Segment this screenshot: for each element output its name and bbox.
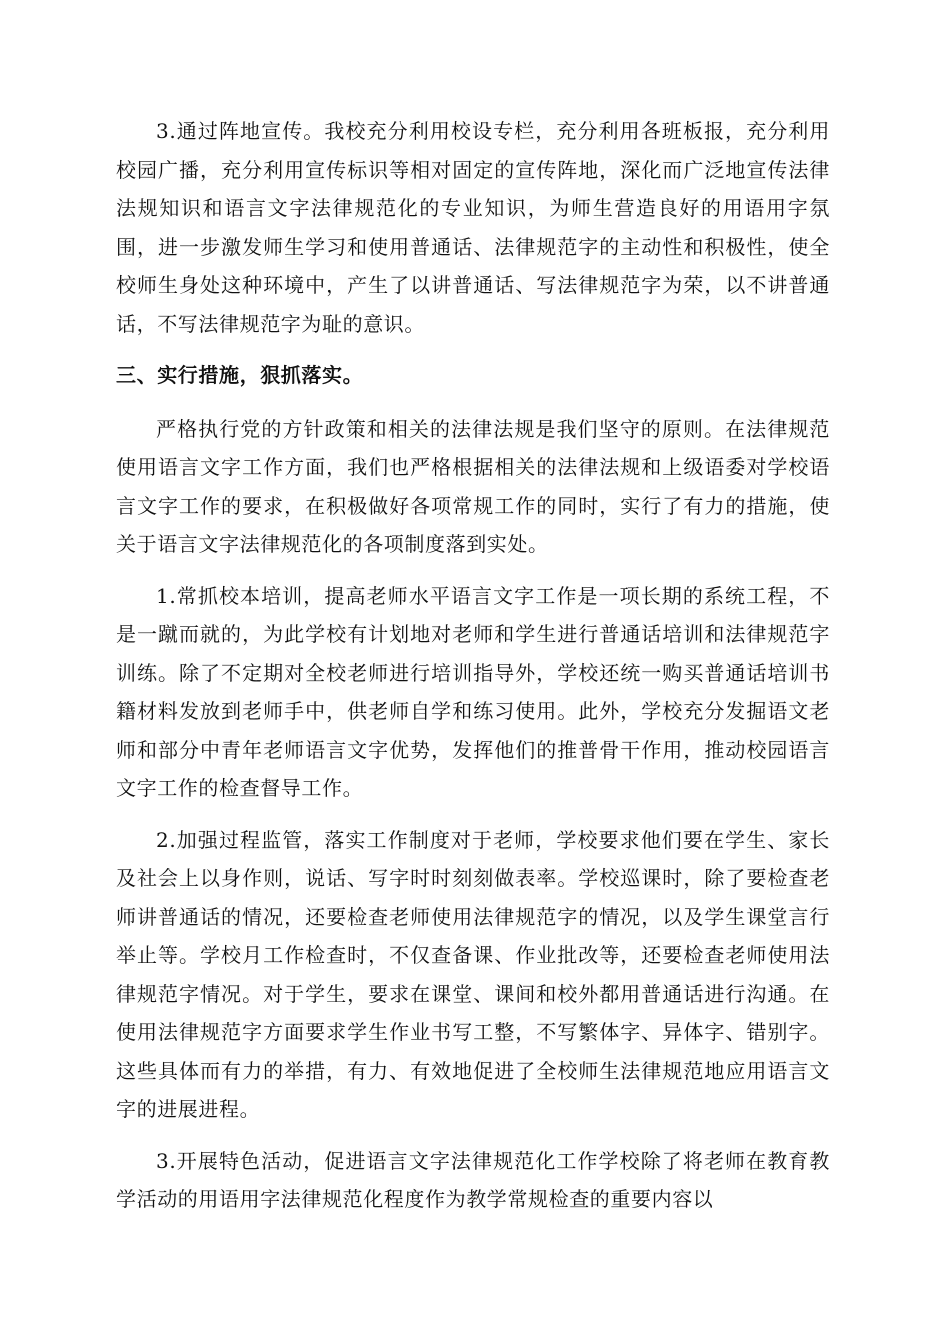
paragraph-teacher-training: 1.常抓校本培训，提高老师水平语言文字工作是一项长期的系统工程，不是一蹴而就的，为此学校有计划地对老师和学生进行普通话培训和法律规范字训练。除了不定期对全校老师进行培训指导外，学校还统一购买普通话培训书籍材料发放到老师手中，供老师自学和练习使用。此外，学校充分发掘语文老师和部分中青年老师语言文字优势，发挥他们的推普骨干作用，推动校园语言文字工作的检查督导工作。 (116, 583, 830, 800)
paragraph-process-supervision: 2.加强过程监管，落实工作制度对于老师，学校要求他们要在学生、家长及社会上以身作则，说话、写字时时刻刻做表率。学校巡课时，除了要检查老师讲普通话的情况，还要检查老师使用法律规范字的情况，以及学生课堂言行举止等。学校月工作检查时，不仅查备课、作业批改等，还要检查老师使用法律规范字情况。对于学生，要求在课堂、课间和校外都用普通话进行沟通。在使用法律规范字方面要求学生作业书写工整，不写繁体字、异体字、错别字。这些具体而有力的举措，有力、有效地促进了全校师生法律规范地应用语言文字的进展进程。 (116, 827, 830, 1121)
document-body (116, 112, 830, 1232)
section-heading-measures: 三、实行措施，狠抓落实。 (116, 363, 364, 387)
paragraph-principles: 严格执行党的方针政策和相关的法律法规是我们坚守的原则。在法律规范使用语言文字工作方面，我们也严格根据相关的法律法规和上级语委对学校语言文字工作的要求，在积极做好各项常规工作的同时，实行了有力的措施，使关于语言文字法律规范化的各项制度落到实处。 (116, 416, 830, 556)
paragraph-position-publicity: 3.通过阵地宣传。我校充分利用校设专栏，充分利用各班板报，充分利用校园广播，充分利用宣传标识等相对固定的宣传阵地，深化而广泛地宣传法律法规知识和语言文字法律规范化的专业知识，为师生营造良好的用语用字氛围，进一步激发师生学习和使用普通话、法律规范字的主动性和积极性，使全校师生身处这种环境中，产生了以讲普通话、写法律规范字为荣，以不讲普通话，不写法律规范字为耻的意识。 (116, 119, 830, 336)
paragraph-special-activities: 3.开展特色活动，促进语言文字法律规范化工作学校除了将老师在教育教学活动的用语用字法律规范化程度作为教学常规检查的重要内容以 (116, 1148, 830, 1211)
